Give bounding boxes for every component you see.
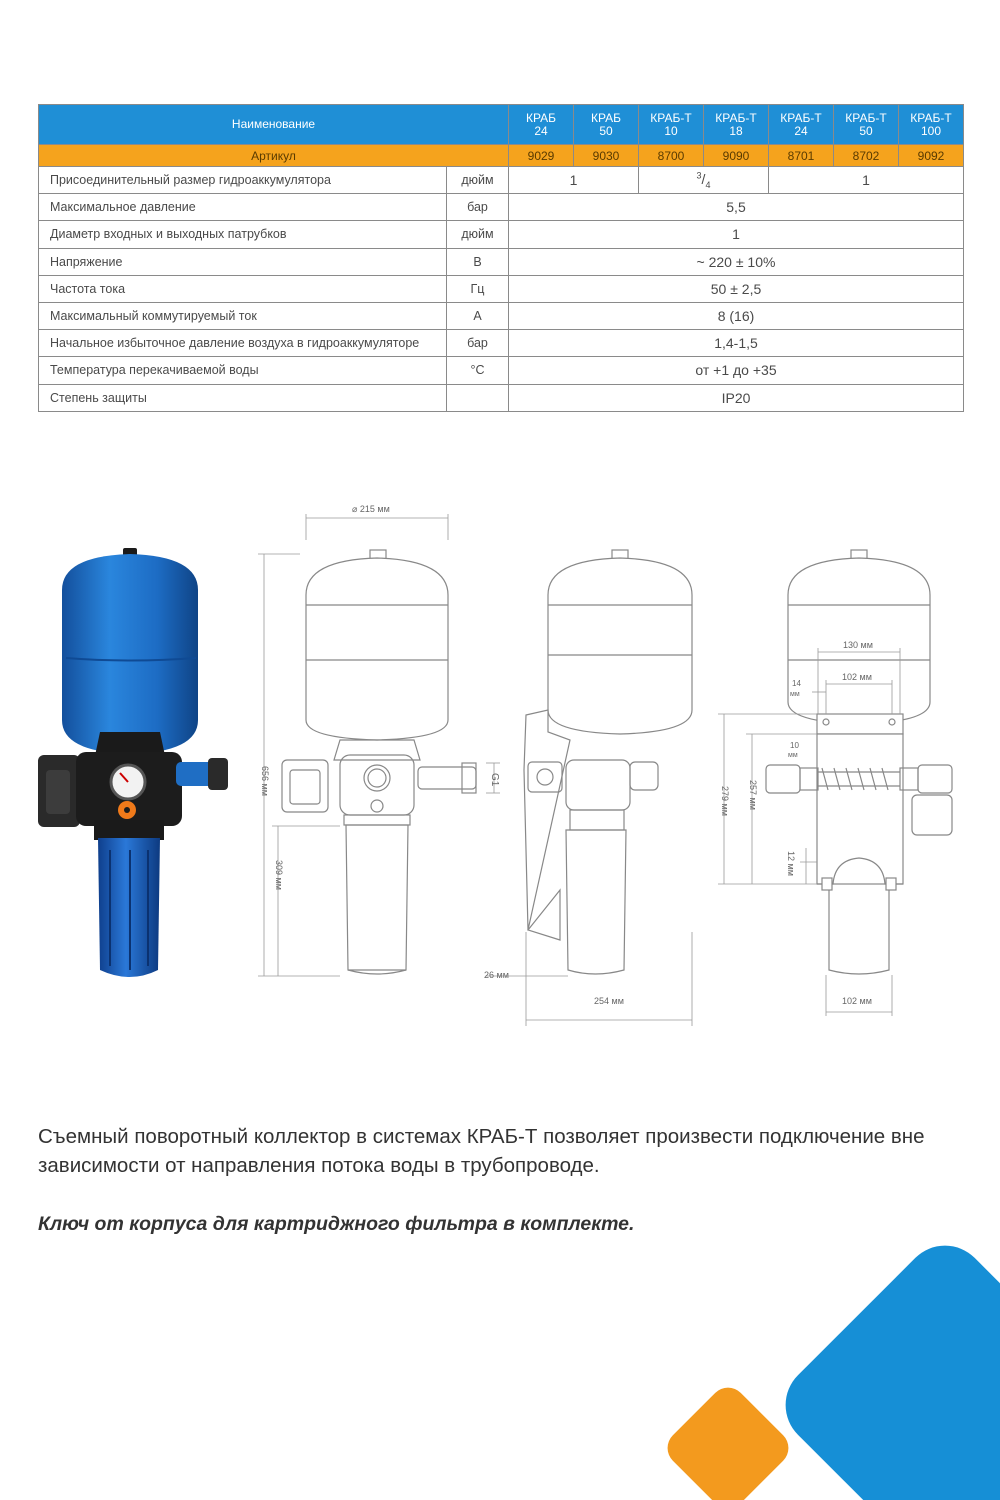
dim-thread: G1 [489, 773, 500, 787]
dim-unit-14: мм [790, 691, 800, 698]
param-unit: °С [447, 357, 509, 384]
model-header: КРАБ-Т 24 [769, 105, 834, 145]
article-cell: 9092 [899, 145, 964, 167]
dim-width-254: 254 мм [594, 996, 624, 1006]
description-text: Съемный поворотный коллектор в системах КРАБ-Т позволяет произвести подключение вне зависимости от направления потока воды в трубопроводе. [38, 1125, 925, 1177]
table-row [39, 302, 964, 329]
drawing-front-view [282, 550, 476, 974]
param-name: Степень защиты [39, 384, 447, 411]
article-cell: 8702 [834, 145, 899, 167]
article-cell: 9030 [574, 145, 639, 167]
param-name: Присоединительный размер гидроаккумулятора [39, 167, 447, 194]
param-name: Частота тока [39, 275, 447, 302]
param-value: 1 [509, 167, 639, 194]
table-row [39, 330, 964, 357]
article-cell: 9090 [704, 145, 769, 167]
param-name: Диаметр входных и выходных патрубков [39, 221, 447, 248]
param-name: Максимальный коммутируемый ток [39, 302, 447, 329]
dim-width-10: 10 [790, 741, 799, 750]
table-row [39, 167, 964, 194]
dim-height-279: 279 мм [720, 786, 730, 816]
param-name: Температура перекачиваемой воды [39, 357, 447, 384]
param-unit: дюйм [447, 167, 509, 194]
technical-drawings [0, 470, 1000, 1050]
model-header: КРАБ 50 [574, 105, 639, 145]
table-row [39, 384, 964, 411]
param-unit [447, 384, 509, 411]
param-name: Начальное избыточное давление воздуха в гидроаккумуляторе [39, 330, 447, 357]
dim-width-26: 26 мм [484, 970, 509, 980]
param-value: 50 ± 2,5 [509, 275, 964, 302]
table-row [39, 275, 964, 302]
param-unit: дюйм [447, 221, 509, 248]
param-unit: бар [447, 330, 509, 357]
dim-width-102-bottom: 102 мм [842, 996, 872, 1006]
param-value-fraction: $^3/_4$ [639, 167, 769, 194]
param-unit: бар [447, 194, 509, 221]
orange-diamond-shape [660, 1380, 796, 1500]
decorative-shapes [0, 1200, 1000, 1500]
spec-table [38, 104, 964, 412]
param-value: IP20 [509, 384, 964, 411]
param-unit: В [447, 248, 509, 275]
dim-unit-10: мм [788, 752, 798, 759]
drawing-rear-view [766, 550, 952, 974]
dim-diameter: ⌀ 215 мм [352, 504, 390, 514]
param-name: Напряжение [39, 248, 447, 275]
fraction-numerator: 3 [696, 170, 702, 181]
param-value: 1 [769, 167, 964, 194]
blue-diamond-shape [768, 1228, 1000, 1500]
param-value: ~ 220 ± 10% [509, 248, 964, 275]
article-cell: 9029 [509, 145, 574, 167]
param-value: 1 [509, 221, 964, 248]
model-header: КРАБ-Т 50 [834, 105, 899, 145]
dim-height-12: 12 мм [786, 851, 796, 876]
table-header-row [39, 105, 964, 145]
dim-height-309: 309 мм [274, 860, 284, 890]
param-unit: А [447, 302, 509, 329]
article-cell: 8701 [769, 145, 834, 167]
article-row [39, 145, 964, 167]
dimension-lines-side [486, 932, 692, 1026]
dim-width-14: 14 [792, 679, 801, 688]
dim-height-656: 656 мм [260, 766, 270, 796]
dim-width-130: 130 мм [843, 640, 873, 650]
param-value: 8 (16) [509, 302, 964, 329]
model-header: КРАБ-Т 10 [639, 105, 704, 145]
dim-height-257: 257 мм [748, 780, 758, 810]
table-row [39, 248, 964, 275]
model-header: КРАБ 24 [509, 105, 574, 145]
param-value: 1,4-1,5 [509, 330, 964, 357]
param-unit: Гц [447, 275, 509, 302]
note-text: Ключ от корпуса для картриджного фильтра в комплекте. [38, 1213, 635, 1235]
param-value: от +1 до +35 [509, 357, 964, 384]
table-row [39, 357, 964, 384]
article-cell: 8700 [639, 145, 704, 167]
param-name: Максимальное давление [39, 194, 447, 221]
dim-width-102-top: 102 мм [842, 672, 872, 682]
table-row [39, 221, 964, 248]
drawing-side-view [524, 550, 692, 974]
model-header: КРАБ-Т 18 [704, 105, 769, 145]
fraction-denominator: 4 [705, 179, 711, 190]
param-value: 5,5 [509, 194, 964, 221]
table-row [39, 194, 964, 221]
product-photo [38, 548, 228, 977]
model-header: КРАБ-Т 100 [899, 105, 964, 145]
article-label: Артикул [39, 145, 509, 167]
header-name-cell: Наименование [39, 105, 509, 145]
